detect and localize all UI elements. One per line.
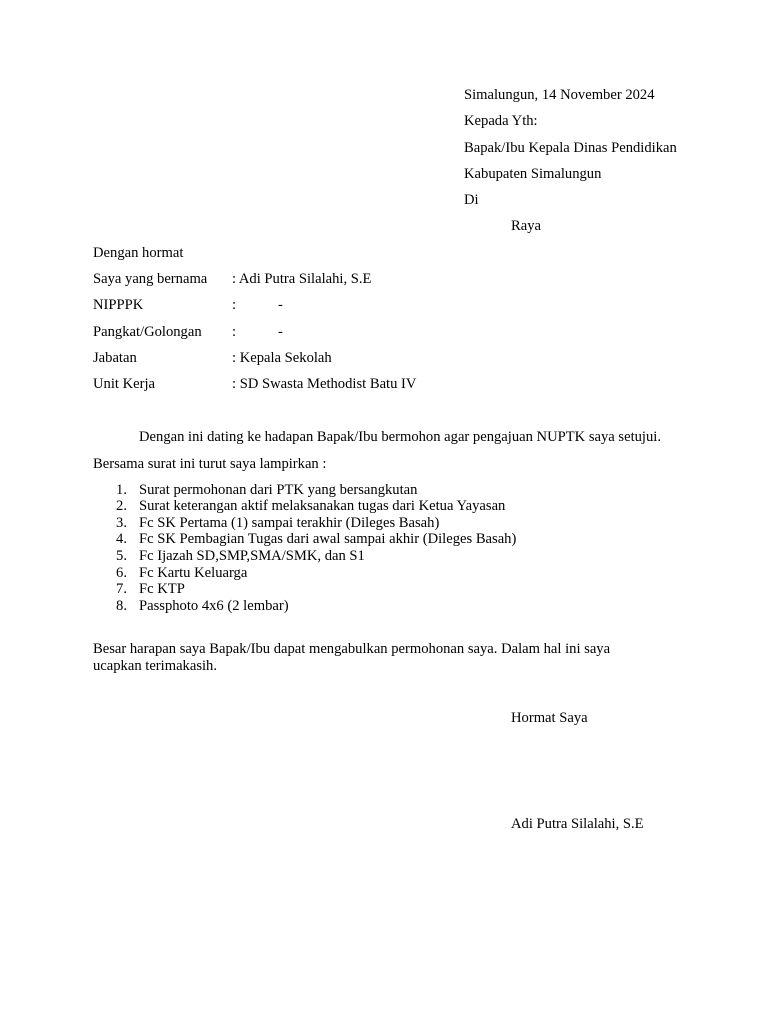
- identity-label-nipppk: NIPPPK: [93, 297, 144, 313]
- attachment-item: Fc Kartu Keluarga: [139, 565, 248, 581]
- attachment-number: 2.: [116, 498, 127, 514]
- attachment-number: 1.: [116, 482, 127, 498]
- identity-label-unit: Unit Kerja: [93, 376, 156, 392]
- addressee-prefix: Kepada Yth:: [464, 113, 538, 129]
- addressee-regency: Kabupaten Simalungun: [464, 166, 602, 182]
- closing-regards: Hormat Saya: [511, 710, 588, 726]
- identity-label-rank: Pangkat/Golongan: [93, 324, 202, 340]
- attachment-number: 7.: [116, 581, 127, 597]
- identity-colon-rank: :: [232, 324, 237, 340]
- attachment-item: Passphoto 4x6 (2 lembar): [139, 598, 289, 614]
- addressee-di: Di: [464, 192, 479, 208]
- attachment-number: 6.: [116, 565, 127, 581]
- identity-value-position: : Kepala Sekolah: [232, 350, 332, 366]
- intro-paragraph: Dengan ini dating ke hadapan Bapak/Ibu bermohon agar pengajuan NUPTK saya setujui.: [139, 429, 661, 445]
- attachment-item: Fc SK Pertama (1) sampai terakhir (Dileges Basah): [139, 515, 440, 531]
- greeting: Dengan hormat: [93, 245, 184, 261]
- attachments-intro: Bersama surat ini turut saya lampirkan :: [93, 456, 327, 472]
- identity-value-rank: -: [278, 324, 283, 340]
- identity-value-unit: : SD Swasta Methodist Batu IV: [232, 376, 417, 392]
- closing-paragraph: Besar harapan saya Bapak/Ibu dapat mengabulkan permohonan saya. Dalam hal ini saya ucapkan terimakasih.: [93, 641, 611, 674]
- identity-label-name: Saya yang bernama: [93, 271, 208, 287]
- attachment-item: Surat permohonan dari PTK yang bersangkutan: [139, 482, 418, 498]
- addressee-location: Raya: [511, 218, 541, 234]
- place-date: Simalungun, 14 November 2024: [464, 87, 655, 103]
- attachment-item: Fc SK Pembagian Tugas dari awal sampai akhir (Dileges Basah): [139, 531, 517, 547]
- attachment-item: Fc Ijazah SD,SMP,SMA/SMK, dan S1: [139, 548, 365, 564]
- attachment-number: 5.: [116, 548, 127, 564]
- attachment-number: 4.: [116, 531, 127, 547]
- attachment-number: 8.: [116, 598, 127, 614]
- signer-name: Adi Putra Silalahi, S.E: [511, 816, 644, 832]
- identity-colon-nipppk: :: [232, 297, 237, 313]
- identity-value-nipppk: -: [278, 297, 283, 313]
- identity-label-position: Jabatan: [93, 350, 137, 366]
- addressee-title: Bapak/Ibu Kepala Dinas Pendidikan: [464, 140, 677, 156]
- identity-value-name: : Adi Putra Silalahi, S.E: [232, 271, 372, 287]
- attachment-item: Fc KTP: [139, 581, 185, 597]
- attachment-number: 3.: [116, 515, 127, 531]
- attachment-item: Surat keterangan aktif melaksanakan tugas dari Ketua Yayasan: [139, 498, 506, 514]
